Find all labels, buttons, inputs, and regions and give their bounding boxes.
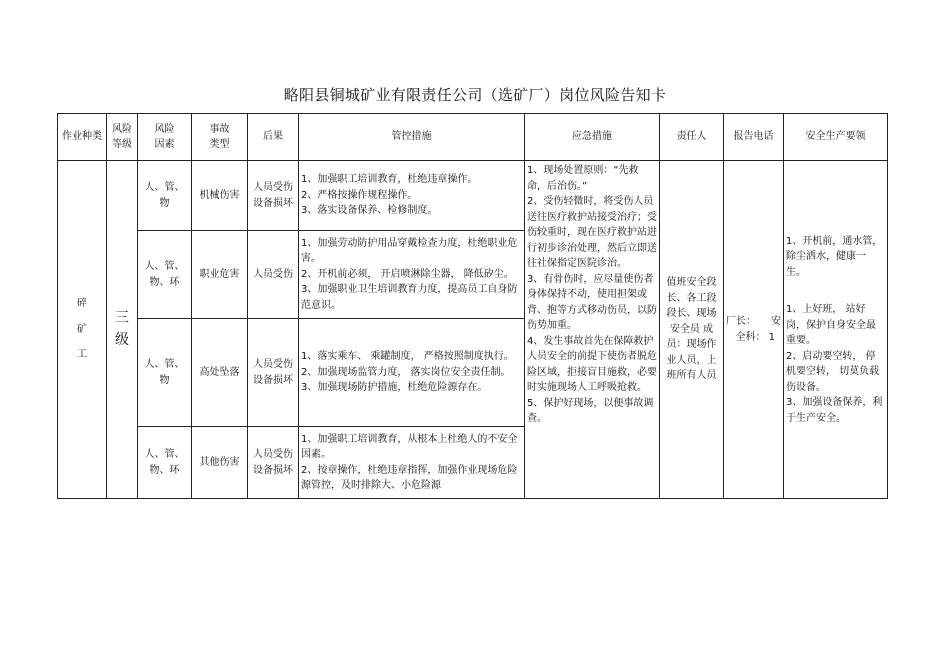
job-type-cell: 碎 矿 工 [58, 161, 107, 499]
control-measures-cell: 1、落实乘车、 乘罐制度， 严格按照制度执行。 2、加强现场监管力度， 落实岗位安全责任制。 3、加强现场防护措施，杜绝危险源存在。 [299, 319, 525, 427]
consequence-cell: 人员受伤设备损坏 [248, 427, 299, 499]
accident-type-cell: 其他伤害 [192, 427, 248, 499]
risk-notice-table [57, 113, 888, 499]
risk-grade-cell: 三级 [107, 161, 138, 499]
header-report-phone: 报告电话 [724, 114, 784, 161]
header-responsible: 责任人 [660, 114, 724, 161]
consequence-cell: 人员受伤设备损坏 [248, 319, 299, 427]
control-measures-cell: 1、加强职工培训教育，从根本上杜绝人的不安全因素。 2、按章操作，杜绝违章指挥，加强作业现场危险源管控，及时排除大、小危险源 [299, 427, 525, 499]
risk-factor-cell: 人、管、物、环 [138, 231, 192, 319]
header-consequence: 后果 [248, 114, 299, 161]
header-row [58, 114, 888, 161]
header-safety-essentials: 安全生产要领 [784, 114, 888, 161]
header-risk-level: 风险 等级 [107, 114, 138, 161]
header-control-measures: 管控措施 [299, 114, 525, 161]
consequence-cell: 人员受伤 [248, 231, 299, 319]
risk-factor-cell: 人、管、物 [138, 319, 192, 427]
header-risk-factor: 风险 因素 [138, 114, 192, 161]
header-accident-type: 事故 类型 [192, 114, 248, 161]
header-emergency-measures: 应急措施 [525, 114, 660, 161]
safety-essentials-cell: 1、开机前，通水管，除尘洒水，健康一生。 1、上好班， 站好岗，保护自身安全最重要。 2、启动要空转， 停机要空转， 切莫负载伤设备。 3、加强设备保养，利于生产安全。 [784, 161, 888, 499]
control-measures-cell: 1、加强职工培训教育，杜绝违章操作。 2、严格按操作规程操作。 3、落实设备保养、检修制度。 [299, 161, 525, 231]
emergency-measures-cell: 1、现场处置原则：“先救命，后治伤。” 2、受伤轻微时，将受伤人员送往医疗救护站接受治疗；受伤较重时，现在医疗救护站进行初步诊治处理，然后立即送往社保指定医院诊治。 3、有骨伤时，应尽量使伤者身体保持不动，使用担架或背、抱等方式移动伤员，以防伤势加重。 4、发生事故首先在保障救护人员安全的前提下使伤者脱危险区域，拒接盲目施救，必要时实施现场人工呼吸抢救。 5、保护好现场，以便事故调查。 [525, 161, 660, 499]
accident-type-cell: 机械伤害 [192, 161, 248, 231]
responsible-cell: 值班安全段长、各工段段长、现场安全员 成 员：现场作业人员，上班所有人员 [660, 161, 724, 499]
risk-factor-cell: 人、管、物 [138, 161, 192, 231]
accident-type-cell: 高处坠落 [192, 319, 248, 427]
header-job-type: 作业种类 [58, 114, 107, 161]
report-phone-cell: 厂长： 安 全科： 1 [724, 161, 784, 499]
accident-type-cell: 职业危害 [192, 231, 248, 319]
control-measures-cell: 1、加强劳动防护用品穿戴检查力度，杜绝职业危害。 2、开机前必须， 开启喷淋除尘器， 降低矽尘。 3、加强职业卫生培训教育力度，提高员工自身防范意识。 [299, 231, 525, 319]
consequence-cell: 人员受伤设备损坏 [248, 161, 299, 231]
table-row [58, 161, 888, 231]
risk-factor-cell: 人、管、物、环 [138, 427, 192, 499]
page-title: 略阳县铜城矿业有限责任公司（选矿厂）岗位风险告知卡 [283, 86, 667, 104]
